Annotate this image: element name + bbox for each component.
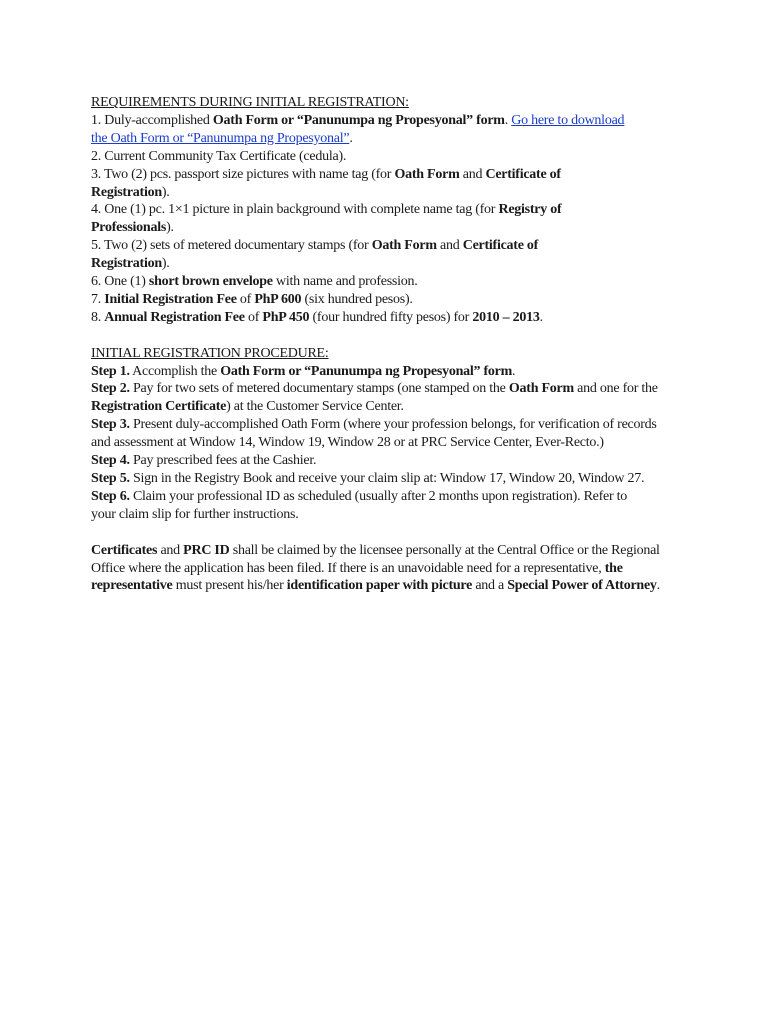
- procedure-heading: INITIAL REGISTRATION PROCEDURE:: [91, 345, 329, 361]
- section-spacer: [91, 524, 691, 542]
- requirement-item-1: 1. Duly-accomplished Oath Form or “Panunumpa ng Propesyonal” form. Go here to download the Oath Form or “Panunumpa ng Propesyonal”.: [91, 112, 625, 146]
- document-page: [91, 94, 691, 595]
- procedure-step-4: Step 4. Pay prescribed fees at the Cashier.: [91, 453, 317, 469]
- procedure-step-6: Step 6. Claim your professional ID as scheduled (usually after 2 months upon registration). Refer to your claim slip for further instructions.: [91, 488, 628, 522]
- requirements-heading: REQUIREMENTS DURING INITIAL REGISTRATION:: [91, 95, 409, 110]
- procedure-step-1: Step 1. Accomplish the Oath Form or “Panunumpa ng Propesyonal” form.: [91, 363, 516, 379]
- section-spacer: [91, 327, 691, 345]
- requirement-item-5: 5. Two (2) sets of metered documentary stamps (for Oath Form and Certificate of Registration).: [91, 238, 539, 272]
- procedure-step-2: Step 2. Pay for two sets of metered documentary stamps (one stamped on the Oath Form and one for the Registration Certificate) at the Customer Service Center.: [91, 381, 658, 415]
- requirement-item-6: 6. One (1) short brown envelope with name and profession.: [91, 274, 418, 290]
- procedure-step-3: Step 3. Present duly-accomplished Oath Form (where your profession belongs, for verification of records and assessment at Window 14, Window 19, Window 28 or at PRC Service Center, Ever-Recto.): [91, 417, 657, 451]
- download-oath-form-link[interactable]: Go here to download the Oath Form or “Panunumpa ng Propesyonal”: [91, 112, 625, 146]
- closing-paragraph: Certificates and PRC ID shall be claimed by the licensee personally at the Central Office or the Regional Office where the application has been filed. If there is an unavoidable need for a representative, the representative must present his/her identification paper with picture and a Special Power of Attorney.: [91, 542, 660, 594]
- requirement-item-8: 8. Annual Registration Fee of PhP 450 (four hundred fifty pesos) for 2010 – 2013.: [91, 309, 543, 325]
- procedure-step-5: Step 5. Sign in the Registry Book and receive your claim slip at: Window 17, Window 20, Window 27.: [91, 471, 645, 487]
- requirement-item-7: 7. Initial Registration Fee of PhP 600 (six hundred pesos).: [91, 291, 413, 307]
- requirement-item-4: 4. One (1) pc. 1×1 picture in plain background with complete name tag (for Registry of Professionals).: [91, 202, 562, 236]
- requirement-item-3: 3. Two (2) pcs. passport size pictures with name tag (for Oath Form and Certificate of Registration).: [91, 166, 561, 200]
- requirement-item-2: 2. Current Community Tax Certificate (cedula).: [91, 148, 347, 164]
